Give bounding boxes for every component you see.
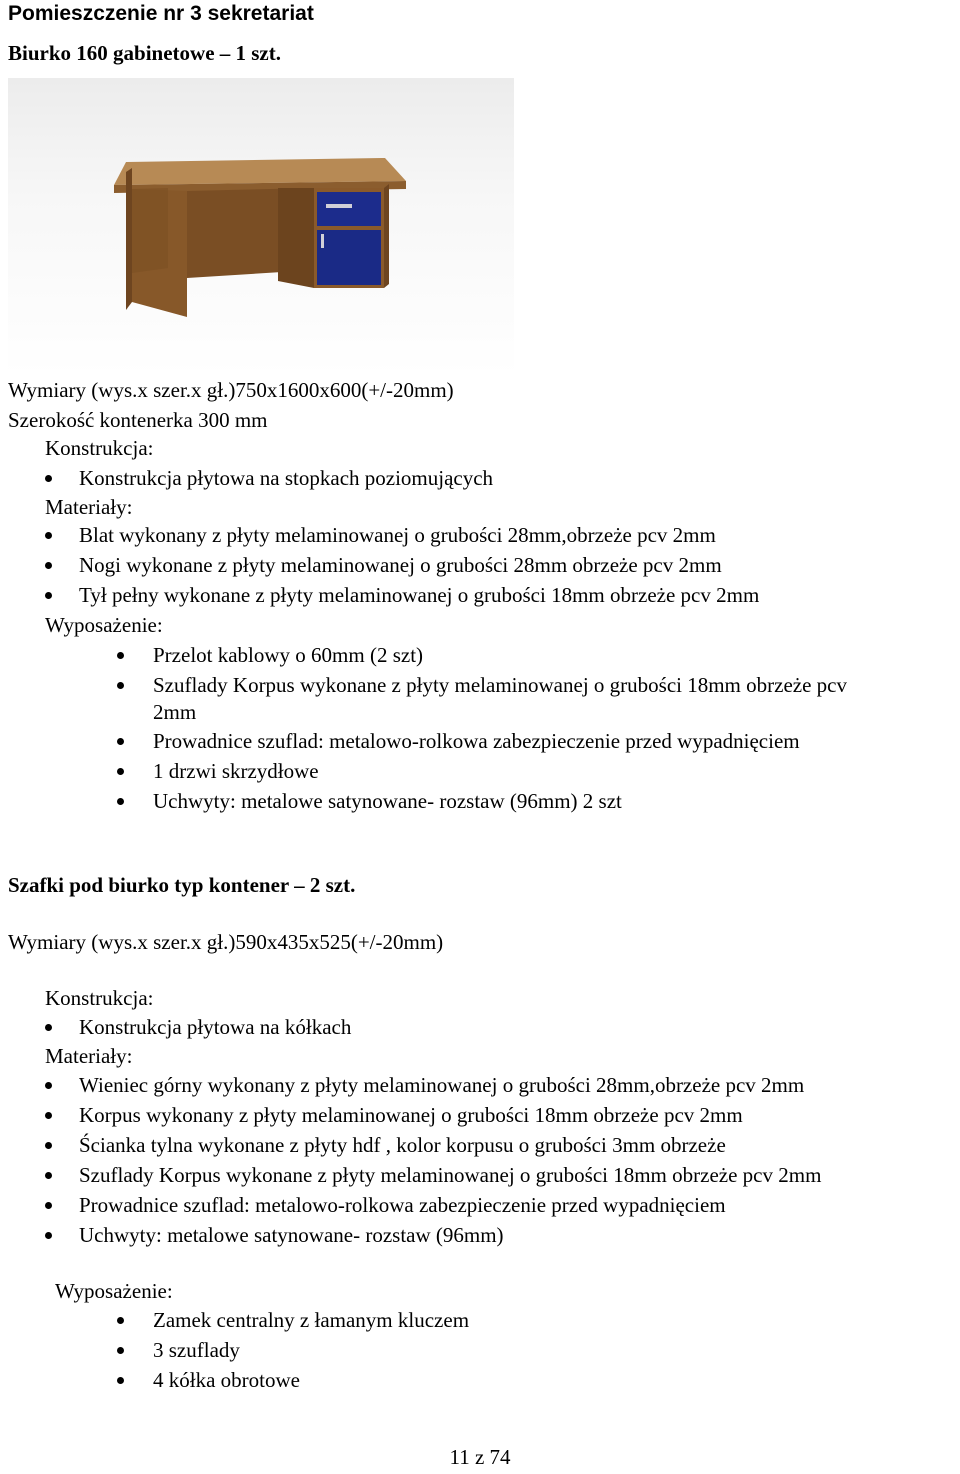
desk-title: Biurko 160 gabinetowe – 1 szt.	[8, 41, 281, 65]
bullet	[117, 1347, 124, 1354]
list-item: Przelot kablowy o 60mm (2 szt)	[153, 643, 424, 667]
list-item: Szuflady Korpus wykonane z płyty melaminowanej o grubości 18mm obrzeże pcv 2mm	[79, 1163, 822, 1187]
list-item: Wieniec górny wykonany z płyty melaminowanej o grubości 28mm,obrzeże pcv 2mm	[79, 1073, 805, 1097]
bullet	[45, 532, 52, 539]
page-number: 11 z 74	[449, 1445, 511, 1469]
bullet	[45, 562, 52, 569]
bullet	[45, 1024, 52, 1031]
list-item: 3 szuflady	[153, 1338, 240, 1362]
cabinet-equipment-label: Wyposażenie:	[55, 1279, 173, 1303]
list-item: Ścianka tylna wykonane z płyty hdf , kolor korpusu o grubości 3mm obrzeże	[79, 1133, 726, 1157]
desk-dimensions: Wymiary (wys.x szer.x gł.)750x1600x600(+/-20mm)	[8, 378, 454, 402]
list-item: Korpus wykonany z płyty melaminowanej o grubości 18mm obrzeże pcv 2mm	[79, 1103, 743, 1127]
desk-container-width: Szerokość kontenerka 300 mm	[8, 408, 268, 432]
bullet	[117, 1317, 124, 1324]
list-item: Konstrukcja płytowa na stopkach poziomujących	[79, 466, 494, 490]
bullet	[45, 1232, 52, 1239]
cabinet-title: Szafki pod biurko typ kontener – 2 szt.	[8, 873, 356, 897]
desk-photo	[8, 78, 514, 376]
list-item: Konstrukcja płytowa na kółkach	[79, 1015, 352, 1039]
list-item: Szuflady Korpus wykonane z płyty melaminowanej o grubości 18mm obrzeże pcv	[153, 673, 847, 697]
list-item: 1 drzwi skrzydłowe	[153, 759, 319, 783]
bullet	[45, 592, 52, 599]
room-title: Pomieszczenie nr 3 sekretariat	[8, 2, 314, 25]
bullet	[45, 1202, 52, 1209]
bullet	[117, 798, 124, 805]
desk-illustration	[8, 78, 514, 376]
bullet	[45, 475, 52, 482]
cabinet-materials-label: Materiały:	[45, 1044, 133, 1068]
bullet	[117, 738, 124, 745]
bullet	[117, 652, 124, 659]
desk-equipment-label: Wyposażenie:	[45, 613, 163, 637]
cabinet-dimensions: Wymiary (wys.x szer.x gł.)590x435x525(+/-20mm)	[8, 930, 444, 954]
cabinet-construction-label: Konstrukcja:	[45, 986, 154, 1010]
list-item: Uchwyty: metalowe satynowane- rozstaw (96mm) 2 szt	[153, 789, 622, 813]
bullet	[45, 1112, 52, 1119]
bullet	[45, 1082, 52, 1089]
list-item: Uchwyty: metalowe satynowane- rozstaw (96mm)	[79, 1223, 504, 1247]
list-item: Prowadnice szuflad: metalowo-rolkowa zabezpieczenie przed wypadnięciem	[153, 729, 800, 753]
list-item: Prowadnice szuflad: metalowo-rolkowa zabezpieczenie przed wypadnięciem	[79, 1193, 726, 1217]
list-item: Tył pełny wykonane z płyty melaminowanej o grubości 18mm obrzeże pcv 2mm	[79, 583, 760, 607]
list-item: Zamek centralny z łamanym kluczem	[153, 1308, 470, 1332]
list-item-continuation: 2mm	[153, 700, 197, 724]
desk-materials-label: Materiały:	[45, 495, 133, 519]
list-item: Nogi wykonane z płyty melaminowanej o grubości 28mm obrzeże pcv 2mm	[79, 553, 722, 577]
desk-construction-label: Konstrukcja:	[45, 436, 154, 460]
bullet	[117, 1377, 124, 1384]
list-item: 4 kółka obrotowe	[153, 1368, 300, 1392]
bullet	[45, 1142, 52, 1149]
list-item: Blat wykonany z płyty melaminowanej o grubości 28mm,obrzeże pcv 2mm	[79, 523, 716, 547]
bullet	[117, 682, 124, 689]
bullet	[45, 1172, 52, 1179]
bullet	[117, 768, 124, 775]
